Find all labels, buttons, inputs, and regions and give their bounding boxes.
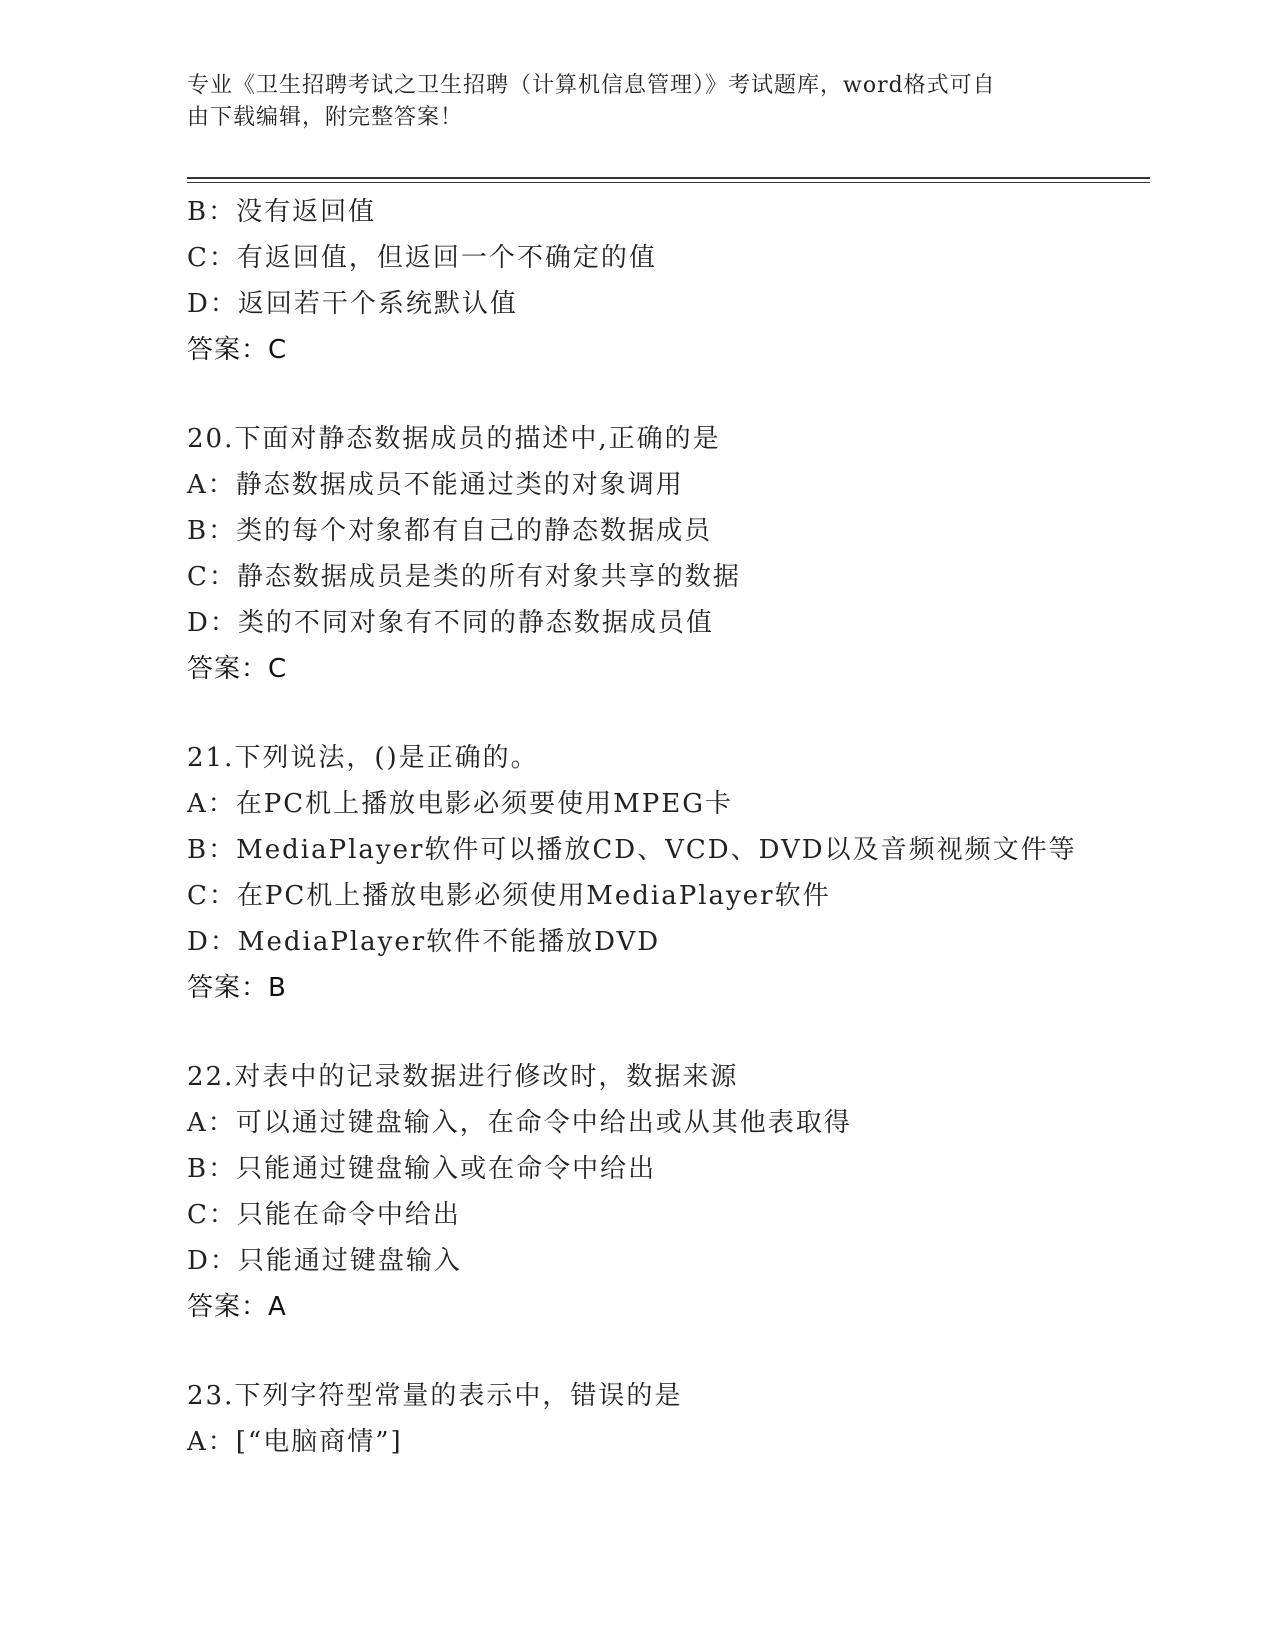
option-d: D：类的不同对象有不同的静态数据成员值: [187, 608, 714, 638]
answer-line: 答案：C: [187, 654, 288, 684]
question-stem: 21.下列说法，()是正确的。: [187, 743, 539, 773]
option-a: A：静态数据成员不能通过类的对象调用: [187, 470, 684, 500]
question-stem: 20.下面对静态数据成员的描述中,正确的是: [187, 424, 721, 454]
question-stem: 22.对表中的记录数据进行修改时，数据来源: [187, 1062, 739, 1092]
option-b: B：没有返回值: [187, 197, 377, 227]
question-list: [187, 189, 1147, 1465]
header-divider-thick: [187, 177, 1150, 179]
option-c: C：静态数据成员是类的所有对象共享的数据: [187, 562, 741, 592]
question-stem: 23.下列字符型常量的表示中，错误的是: [187, 1381, 683, 1411]
option-a: A：在PC机上播放电影必须要使用MPEG卡: [187, 789, 734, 819]
option-c: C：只能在命令中给出: [187, 1200, 461, 1230]
header-line-1: 专业《卫生招聘考试之卫生招聘（计算机信息管理）》考试题库，word格式可自: [187, 73, 996, 98]
header-line-2: 由下载编辑，附完整答案！: [187, 105, 464, 130]
option-b: B：类的每个对象都有自己的静态数据成员: [187, 516, 713, 546]
header-divider-thin: [187, 182, 1150, 183]
question-block-19: [187, 189, 1147, 373]
option-b: B：MediaPlayer软件可以播放CD、VCD、DVD以及音频视频文件等: [187, 835, 1077, 865]
option-a: A：可以通过键盘输入，在命令中给出或从其他表取得: [187, 1108, 852, 1138]
question-block-23: [187, 1373, 1147, 1465]
question-block-21: [187, 735, 1147, 1011]
answer-line: 答案：B: [187, 973, 287, 1003]
block-spacer: [187, 692, 1147, 735]
answer-line: 答案：A: [187, 1292, 287, 1322]
block-spacer: [187, 1011, 1147, 1054]
question-block-22: [187, 1054, 1147, 1330]
block-spacer: [187, 373, 1147, 416]
option-d: D：返回若干个系统默认值: [187, 289, 518, 319]
answer-line: 答案：C: [187, 335, 288, 365]
document-header: [187, 70, 1087, 134]
option-c: C：有返回值，但返回一个不确定的值: [187, 243, 657, 273]
question-block-20: [187, 416, 1147, 692]
option-b: B：只能通过键盘输入或在命令中给出: [187, 1154, 657, 1184]
block-spacer: [187, 1330, 1147, 1373]
option-d: D：只能通过键盘输入: [187, 1246, 462, 1276]
option-a: A：[“电脑商情”]: [187, 1427, 403, 1457]
option-d: D：MediaPlayer软件不能播放DVD: [187, 927, 661, 957]
option-c: C：在PC机上播放电影必须使用MediaPlayer软件: [187, 881, 831, 911]
